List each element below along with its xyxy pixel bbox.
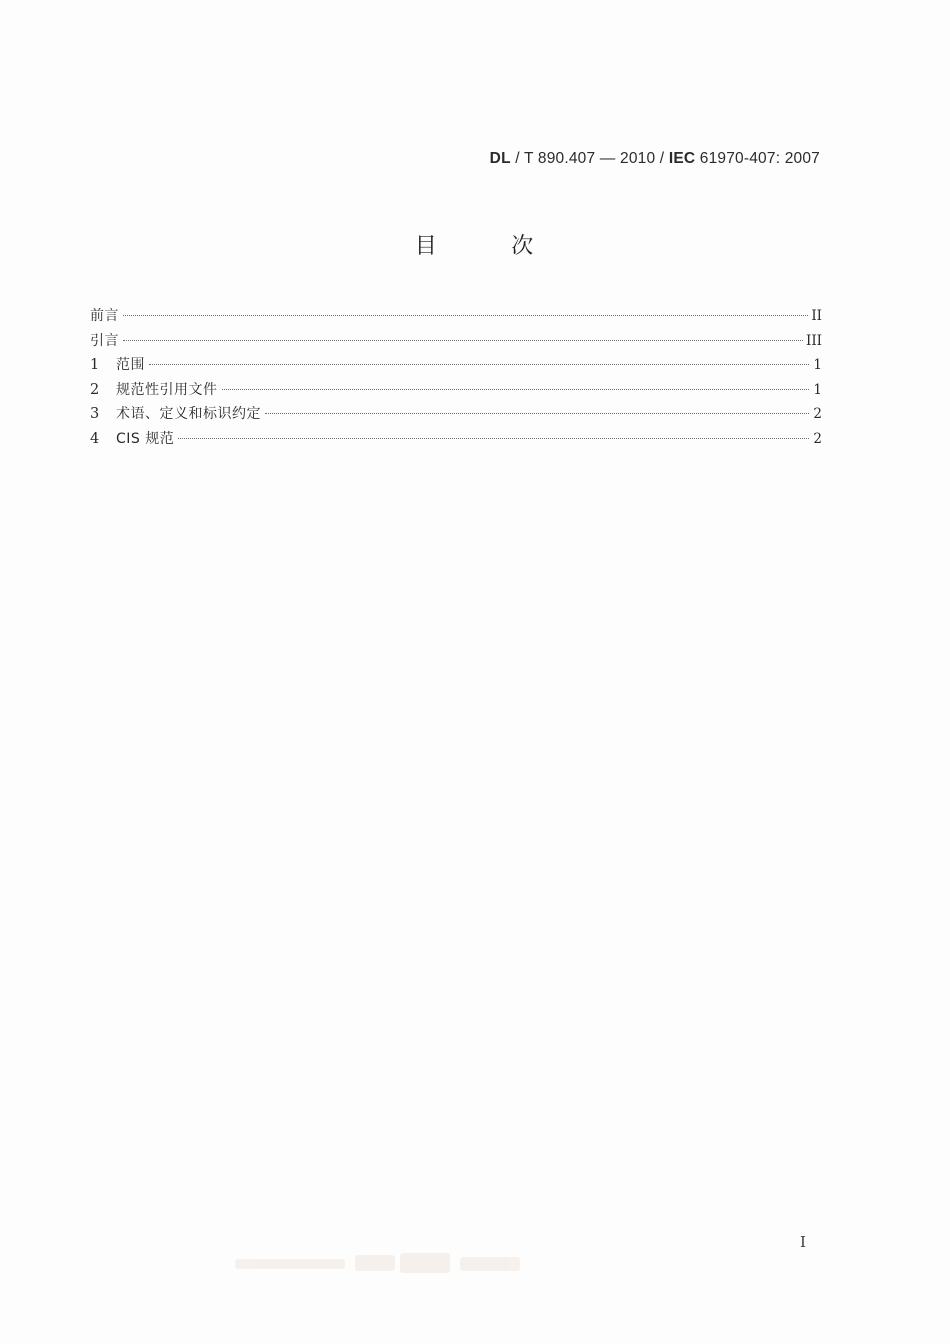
toc-entry-label: 规范性引用文件 (116, 381, 218, 398)
toc-leader-dots (123, 315, 808, 316)
toc-entry-label: 前言 (90, 308, 119, 324)
toc-entry-page: II (811, 308, 822, 324)
toc-entry-label: 引言 (90, 332, 119, 349)
toc-entry-page: 2 (813, 430, 822, 447)
toc-leader-dots (123, 340, 803, 341)
toc-leader-dots (222, 389, 810, 390)
toc-entry-introduction[interactable] (90, 330, 822, 355)
toc-leader-dots (149, 364, 809, 365)
toc-entry-normative-references[interactable] (90, 379, 822, 404)
iec-prefix: IEC (668, 150, 696, 167)
toc-entry-terms-definitions[interactable] (90, 403, 822, 428)
toc-entry-cis-specification[interactable] (90, 428, 822, 453)
toc-entry-scope[interactable] (90, 354, 822, 379)
standard-number-header (490, 150, 820, 168)
toc-entry-label: 术语、定义和标识约定 (116, 406, 261, 423)
standard-prefix: DL (489, 150, 511, 167)
toc-title (0, 229, 950, 260)
standard-number: / T 890.407 — 2010 / (510, 150, 669, 167)
iec-number: 61970-407: 2007 (695, 150, 820, 167)
toc-entry-label: CIS 规范 (116, 430, 175, 447)
toc-entry-page: 2 (813, 406, 822, 423)
toc-leader-dots (178, 438, 809, 439)
toc-title-right: 次 (511, 234, 536, 259)
scan-artifact (215, 1253, 535, 1283)
toc-entry-number: 1 (90, 357, 100, 374)
toc-title-left: 目 (414, 234, 439, 259)
toc-entry-foreword[interactable] (90, 305, 822, 330)
toc-entry-page: 1 (813, 357, 822, 374)
toc-entry-number: 4 (90, 430, 100, 447)
toc-entry-number: 3 (90, 406, 100, 423)
toc-leader-dots (265, 413, 809, 414)
table-of-contents (90, 305, 822, 453)
toc-entry-page: 1 (813, 381, 822, 398)
toc-entry-page: III (806, 332, 822, 349)
page-number: I (800, 1233, 806, 1251)
toc-entry-number: 2 (90, 381, 100, 398)
toc-entry-label: 范围 (116, 357, 145, 374)
